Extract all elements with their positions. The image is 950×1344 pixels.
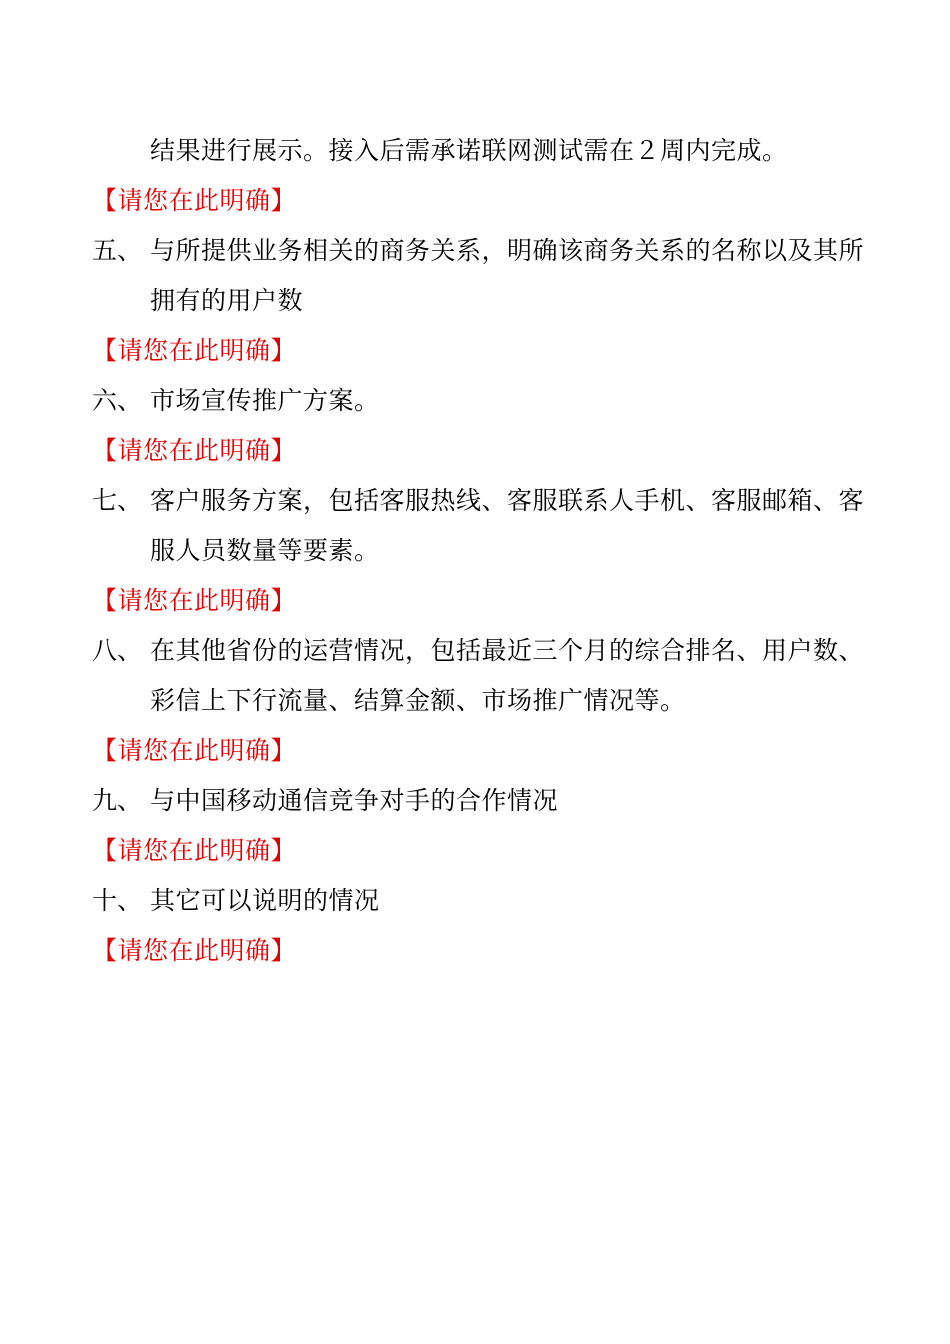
placeholder-prompt: 【请您在此明确】 [92,936,297,965]
section-title: 客户服务方案，包括客服热线、客服联系人手机、客服邮箱、客 [150,486,865,515]
section-title: 其它可以说明的情况 [150,886,380,915]
section-numeral: 八、 [92,636,143,665]
section-title: 与中国移动通信竞争对手的合作情况 [150,786,559,815]
section-title-continuation: 服人员数量等要素。 [150,536,380,565]
section-title: 与所提供业务相关的商务关系，明确该商务关系的名称以及其所 [150,236,865,265]
section-title-continuation: 彩信上下行流量、结算金额、市场推广情况等。 [150,686,686,715]
section-title: 在其他省份的运营情况，包括最近三个月的综合排名、用户数、 [150,636,865,665]
placeholder-prompt: 【请您在此明确】 [92,836,297,865]
section-numeral: 九、 [92,786,143,815]
placeholder-prompt: 【请您在此明确】 [92,586,297,615]
intro-continuation: 结果进行展示。接入后需承诺联网测试需在２周内完成。 [150,136,788,165]
placeholder-prompt: 【请您在此明确】 [92,436,297,465]
section-numeral: 七、 [92,486,143,515]
placeholder-prompt: 【请您在此明确】 [92,336,297,365]
section-title-continuation: 拥有的用户数 [150,286,304,315]
placeholder-prompt: 【请您在此明确】 [92,186,297,215]
placeholder-prompt: 【请您在此明确】 [92,736,297,765]
section-title: 市场宣传推广方案。 [150,386,380,415]
section-numeral: 六、 [92,386,143,415]
section-numeral: 十、 [92,886,143,915]
section-numeral: 五、 [92,236,143,265]
